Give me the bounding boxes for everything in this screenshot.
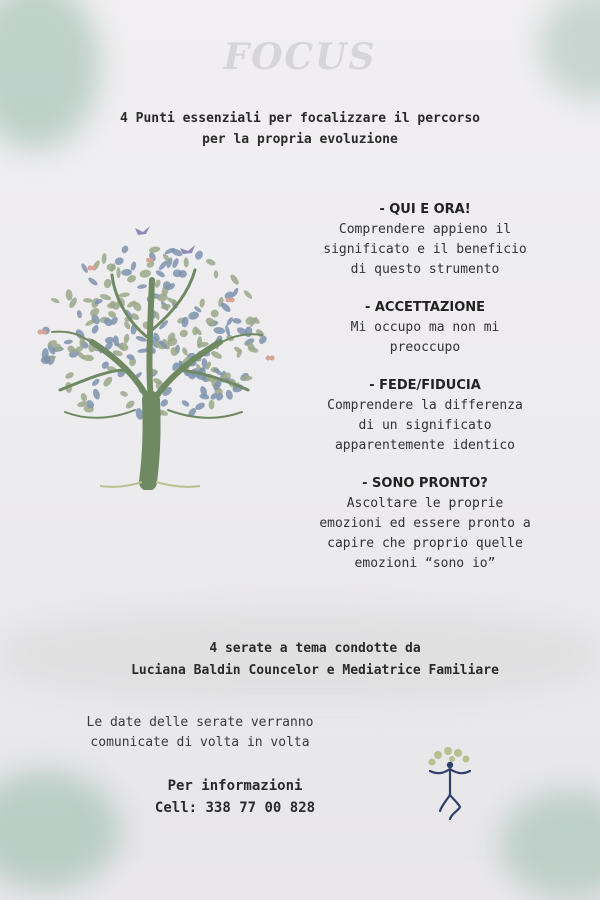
leaf-mark: [87, 276, 99, 287]
leaf-mark: [210, 350, 223, 361]
leaf-mark: [104, 336, 114, 344]
date-note-line-1: Le date delle serate verranno: [86, 715, 314, 730]
leaf-mark: [90, 324, 100, 335]
leaf-mark: [171, 257, 180, 269]
page-title: FOCUS: [223, 36, 377, 78]
leaf-mark: [114, 256, 125, 266]
tree-figure-logo-icon: [422, 745, 478, 820]
leaf-mark: [244, 326, 253, 337]
leaf-mark: [83, 298, 93, 303]
point-qui-e-ora: [300, 200, 550, 280]
point-line: Comprendere la differenza: [327, 398, 523, 413]
point-line: di un significato: [358, 418, 492, 433]
point-line: emozioni “sono io”: [354, 556, 496, 571]
leaf-mark: [225, 389, 234, 400]
leaf-mark: [123, 333, 130, 344]
leaf-mark: [210, 309, 220, 319]
point-accettazione: [300, 298, 550, 358]
leaf-mark: [65, 289, 73, 301]
point-heading: - FEDE/FIDUCIA: [369, 378, 481, 393]
leaf-mark: [209, 400, 215, 410]
point-fede-fiducia: [300, 376, 550, 456]
point-line: di questo strumento: [350, 262, 500, 277]
leaf-mark: [130, 261, 137, 271]
leaf-mark: [137, 284, 148, 290]
serate-line-1: 4 serate a tema condotte da: [209, 641, 421, 656]
leaf-mark: [199, 393, 210, 400]
leaf-mark: [76, 310, 82, 319]
subtitle: [60, 108, 540, 150]
point-line: significato e il beneficio: [323, 242, 527, 257]
leaf-mark: [199, 298, 205, 308]
leaf-mark: [224, 325, 231, 337]
key-points: [300, 200, 550, 592]
point-line: Mi occupo ma non mi: [350, 320, 500, 335]
leaf-mark: [229, 273, 240, 286]
point-heading: - ACCETTAZIONE: [364, 300, 486, 315]
contact-info: [115, 775, 355, 819]
point-line: preoccupo: [389, 340, 461, 355]
watercolor-corner-bottom-right: [500, 790, 600, 900]
leaf-mark: [242, 289, 253, 300]
leaf-mark: [179, 329, 189, 338]
bird-icon: [135, 226, 195, 254]
leaf-mark: [102, 375, 114, 388]
leaf-mark: [124, 399, 136, 410]
leaf-mark: [187, 310, 200, 321]
leaf-mark: [103, 278, 112, 289]
leaf-mark: [181, 347, 188, 356]
leaf-mark: [139, 269, 152, 279]
leaf-mark: [232, 317, 242, 324]
point-line: Comprendere appieno il: [338, 222, 512, 237]
point-line: emozioni ed essere pronto a: [319, 516, 531, 531]
serate-line-2: Luciana Baldin Councelor e Mediatrice Familiare: [131, 663, 499, 678]
leaf-mark: [205, 258, 216, 267]
point-line: capire che proprio quelle: [327, 536, 523, 551]
point-line: Ascoltare le proprie: [346, 496, 504, 511]
leaf-mark: [118, 292, 131, 299]
tree-of-life-illustration: [30, 220, 280, 490]
leaf-mark: [63, 339, 73, 345]
leaf-mark: [159, 398, 169, 408]
leaf-mark: [194, 249, 205, 261]
leaf-mark: [50, 297, 60, 304]
leaf-mark: [213, 327, 225, 335]
leaf-mark: [92, 388, 101, 400]
point-heading: - QUI E ORA!: [379, 202, 471, 217]
leaf-mark: [116, 267, 121, 278]
date-note-line-2: comunicate di volta in volta: [90, 735, 310, 750]
watercolor-corner-bottom-left: [0, 770, 120, 890]
date-note: [70, 713, 330, 753]
leaf-mark: [80, 392, 88, 402]
phone-number: Cell: 338 77 00 828: [154, 800, 316, 816]
leaf-mark: [155, 269, 166, 279]
leaf-mark: [204, 316, 217, 328]
serate-section: [60, 638, 570, 682]
leaf-mark: [64, 371, 75, 380]
leaf-mark: [181, 399, 191, 408]
point-line: apparentemente identico: [334, 438, 515, 453]
leaf-mark: [120, 244, 129, 254]
leaf-mark: [214, 270, 219, 278]
point-heading: - SONO PRONTO?: [362, 476, 488, 491]
subtitle-line-2: per la propria evoluzione: [202, 132, 398, 147]
leaf-mark: [101, 253, 107, 264]
leaf-mark: [184, 257, 189, 267]
point-sono-pronto: [300, 474, 550, 574]
subtitle-line-1: 4 Punti essenziali per focalizzare il percorso: [119, 111, 481, 126]
leaf-mark: [119, 390, 128, 398]
leaf-mark: [121, 269, 133, 277]
info-heading: Per informazioni: [167, 778, 303, 794]
